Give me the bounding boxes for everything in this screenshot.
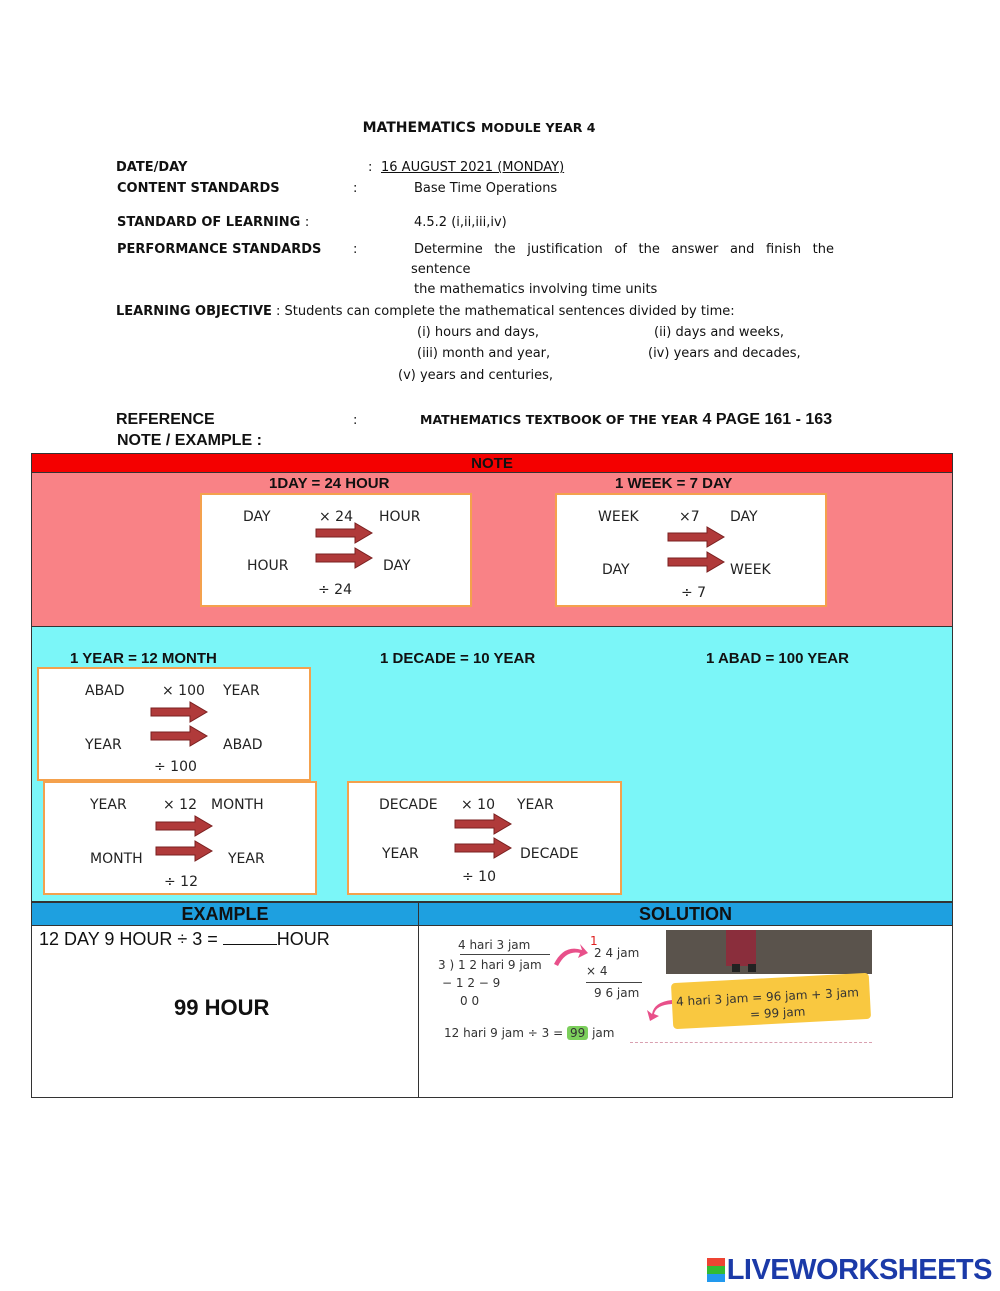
box-to-2: DAY xyxy=(383,558,411,574)
date-label: DATE/DAY xyxy=(116,160,188,175)
box-from: ABAD xyxy=(85,683,125,699)
arrow-right-icon xyxy=(315,547,373,569)
box-multiply: × 12 xyxy=(163,797,197,813)
arrow-right-icon xyxy=(667,551,725,573)
arrow-right-icon xyxy=(454,837,512,859)
arrow-right-icon xyxy=(155,815,213,837)
note-example-label: NOTE / EXAMPLE : xyxy=(117,432,262,449)
solution-header: SOLUTION xyxy=(418,902,953,926)
carry-digit: 1 xyxy=(590,934,598,948)
arrow-right-icon xyxy=(155,840,213,862)
logo-icon xyxy=(707,1258,725,1282)
week-day-box xyxy=(555,493,827,607)
example-header: EXAMPLE xyxy=(31,902,419,926)
box-to-2: YEAR xyxy=(228,851,265,867)
mult-line-2: × 4 xyxy=(586,964,608,978)
content-standards-label: CONTENT STANDARDS xyxy=(117,181,280,196)
day-hour-title: 1DAY = 24 HOUR xyxy=(269,475,390,492)
mult-line-1: 2 4 jam xyxy=(594,946,640,960)
objective-iv: (iv) years and decades, xyxy=(648,346,801,361)
learning-objective: LEARNING OBJECTIVE : Students can complete the mathematical sentences divided by time: xyxy=(116,304,735,319)
performance-label: PERFORMANCE STANDARDS xyxy=(117,242,322,257)
objective-i: (i) hours and days, xyxy=(417,325,539,340)
day-hour-box xyxy=(200,493,472,607)
box-divide: ÷ 12 xyxy=(164,874,198,890)
mult-bar xyxy=(586,982,642,983)
box-from-2: YEAR xyxy=(85,737,122,753)
box-to: DAY xyxy=(730,509,758,525)
date-value: 16 AUGUST 2021 (MONDAY) xyxy=(381,160,565,175)
arrow-right-icon xyxy=(667,526,725,548)
reference-label: REFERENCE xyxy=(116,411,215,428)
abad-year-box xyxy=(37,667,311,781)
year-month-title: 1 YEAR = 12 MONTH xyxy=(70,650,217,667)
box-from-2: MONTH xyxy=(90,851,143,867)
performance-colon: : xyxy=(353,242,358,257)
arrow-right-icon xyxy=(150,701,208,723)
box-to: HOUR xyxy=(379,509,421,525)
objective-ii: (ii) days and weeks, xyxy=(654,325,784,340)
photo-image xyxy=(666,930,872,974)
performance-line-3: the mathematics involving time units xyxy=(414,282,658,297)
date-colon: : xyxy=(368,160,373,175)
content-standards-value: Base Time Operations xyxy=(414,181,558,196)
torn-edge xyxy=(630,1042,872,1043)
decade-year-title: 1 DECADE = 10 YEAR xyxy=(380,650,536,667)
box-multiply: ×7 xyxy=(679,509,700,525)
box-to-2: DECADE xyxy=(520,846,579,862)
arrow-right-icon xyxy=(315,522,373,544)
division-dividend: 3 ) 1 2 hari 9 jam xyxy=(438,958,542,972)
standard-learning-value: 4.5.2 (i,ii,iii,iv) xyxy=(414,215,507,230)
performance-line-1: Determine the justification of the answer and finish the xyxy=(414,242,834,257)
arrow-right-icon xyxy=(454,813,512,835)
box-divide: ÷ 10 xyxy=(462,869,496,885)
box-from-2: YEAR xyxy=(382,846,419,862)
box-from-2: HOUR xyxy=(247,558,289,574)
box-to-2: ABAD xyxy=(223,737,263,753)
convert-line-1: 4 hari 3 jam = 96 jam + 3 jam xyxy=(675,985,860,1009)
box-to: MONTH xyxy=(211,797,264,813)
pink-arrow-icon xyxy=(644,996,674,1022)
box-from-2: DAY xyxy=(602,562,630,578)
example-question: 12 DAY 9 HOUR ÷ 3 = HOUR xyxy=(39,929,330,949)
week-day-title: 1 WEEK = 7 DAY xyxy=(615,475,733,492)
box-from: YEAR xyxy=(90,797,127,813)
liveworksheets-logo: LIVEWORKSHEETS xyxy=(707,1254,992,1287)
box-to: YEAR xyxy=(223,683,260,699)
answer-blank[interactable] xyxy=(223,944,277,945)
division-remainder: 0 0 xyxy=(460,994,480,1008)
performance-line-2: sentence xyxy=(411,262,471,277)
box-from: DAY xyxy=(243,509,271,525)
box-multiply: × 100 xyxy=(162,683,205,699)
page-title: MATHEMATICS MODULE YEAR 4 xyxy=(362,120,596,136)
box-from: WEEK xyxy=(598,509,639,525)
abad-year-title: 1 ABAD = 100 YEAR xyxy=(706,650,849,667)
box-divide: ÷ 24 xyxy=(318,582,352,598)
reference-value: MATHEMATICS TEXTBOOK OF THE YEAR 4 PAGE 161 - 163 xyxy=(420,411,833,428)
box-from: DECADE xyxy=(379,797,438,813)
box-multiply: × 10 xyxy=(461,797,495,813)
standard-learning-label: STANDARD OF LEARNING : xyxy=(117,215,310,230)
example-answer: 99 HOUR xyxy=(174,995,270,1020)
division-subtract: − 1 2 − 9 xyxy=(442,976,501,990)
arrow-right-icon xyxy=(150,725,208,747)
content-colon: : xyxy=(353,181,358,196)
box-to-2: WEEK xyxy=(730,562,771,578)
solution-image xyxy=(440,930,874,1050)
objective-v: (v) years and centuries, xyxy=(398,368,554,383)
box-divide: ÷ 100 xyxy=(154,759,197,775)
objective-iii: (iii) month and year, xyxy=(417,346,551,361)
decade-year-box xyxy=(347,781,622,895)
convert-line-2: = 99 jam xyxy=(749,1004,806,1022)
box-divide: ÷ 7 xyxy=(681,585,707,601)
division-bar xyxy=(460,954,550,955)
box-multiply: × 24 xyxy=(319,509,353,525)
box-to: YEAR xyxy=(517,797,554,813)
final-line: 12 hari 9 jam ÷ 3 = 99 jam xyxy=(444,1026,615,1040)
year-month-box xyxy=(43,781,317,895)
note-bar: NOTE xyxy=(31,453,953,473)
reference-colon: : xyxy=(353,413,358,428)
pink-arrow-icon xyxy=(550,940,590,970)
mult-line-3: 9 6 jam xyxy=(594,986,640,1000)
division-quotient: 4 hari 3 jam xyxy=(458,938,531,952)
